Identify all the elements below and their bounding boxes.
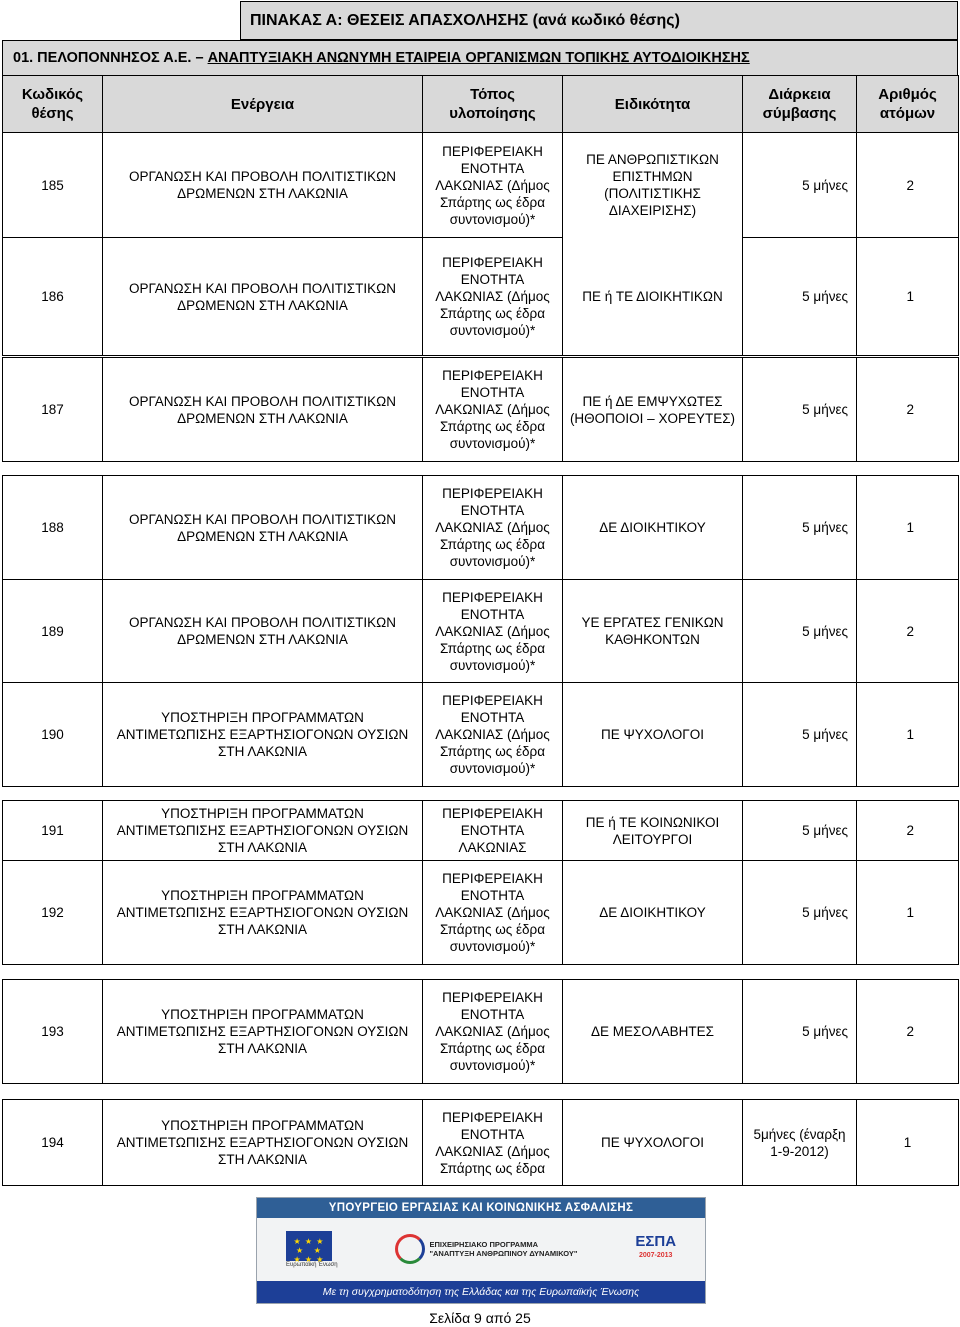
cell-count: 1	[857, 861, 959, 965]
positions-group	[2, 979, 959, 1084]
cell-count: 2	[857, 580, 959, 683]
espa-text: ΕΣΠΑ	[635, 1233, 677, 1250]
cell-duration: 5 μήνες	[743, 476, 857, 580]
table-row	[3, 801, 959, 861]
cell-code: 192	[3, 861, 103, 965]
cofunding-banner	[256, 1197, 706, 1304]
cell-code: 194	[3, 1100, 103, 1186]
cell-count: 2	[857, 801, 959, 861]
cell-code: 188	[3, 476, 103, 580]
table-row	[3, 358, 959, 462]
cell-specialty: ΔΕ ΔΙΟΙΚΗΤΙΚΟΥ	[563, 476, 743, 580]
cell-duration: 5 μήνες	[743, 801, 857, 861]
cell-duration: 5 μήνες	[743, 358, 857, 462]
cell-code: 185	[3, 133, 103, 238]
table-row	[3, 238, 959, 356]
cell-code: 187	[3, 358, 103, 462]
eu-flag-icon: ★ ★ ★ ★ ★ ★ ★ ★	[286, 1231, 332, 1261]
header-action: Ενέργεια	[103, 76, 423, 133]
cell-count: 1	[857, 476, 959, 580]
cell-location: ΠΕΡΙΦΕΡΕΙΑΚΗ ΕΝΟΤΗΤΑ ΛΑΚΩΝΙΑΣ (Δήμος Σπάρτης ως έδρα συντονισμού)*	[423, 476, 563, 580]
cell-specialty: ΠΕ ή ΔΕ ΕΜΨΥΧΩΤΕΣ (ΗΘΟΠΟΙΟΙ – ΧΟΡΕΥΤΕΣ)	[563, 358, 743, 462]
cell-specialty: ΠΕ ΑΝΘΡΩΠΙΣΤΙΚΩΝ ΕΠΙΣΤΗΜΩΝ (ΠΟΛΙΤΙΣΤΙΚΗΣ ΔΙΑΧΕΙΡΙΣΗΣ)	[563, 133, 743, 238]
ministry-title: ΥΠΟΥΡΓΕΙΟ ΕΡΓΑΣΙΑΣ ΚΑΙ ΚΟΙΝΩΝΙΚΗΣ ΑΣΦΑΛΙΣΗΣ	[257, 1198, 705, 1218]
cell-duration: 5 μήνες	[743, 683, 857, 787]
cell-action: ΥΠΟΣΤΗΡΙΞΗ ΠΡΟΓΡΑΜΜΑΤΩΝ ΑΝΤΙΜΕΤΩΠΙΣΗΣ ΕΞΑΡΤΗΣΙΟΓΟΝΩΝ ΟΥΣΙΩΝ ΣΤΗ ΛΑΚΩΝΙΑ	[103, 861, 423, 965]
organization-header	[2, 40, 958, 76]
cell-duration: 5 μήνες	[743, 238, 857, 356]
table-row	[3, 683, 959, 787]
header-count: Αριθμός ατόμων	[857, 76, 959, 133]
cell-action: ΥΠΟΣΤΗΡΙΞΗ ΠΡΟΓΡΑΜΜΑΤΩΝ ΑΝΤΙΜΕΤΩΠΙΣΗΣ ΕΞΑΡΤΗΣΙΟΓΟΝΩΝ ΟΥΣΙΩΝ ΣΤΗ ΛΑΚΩΝΙΑ	[103, 683, 423, 787]
table-row	[3, 1100, 959, 1186]
cofunding-slogan: Με τη συγχρηματοδότηση της Ελλάδας και της Ευρωπαϊκής Ένωσης	[257, 1281, 705, 1303]
cell-code: 191	[3, 801, 103, 861]
table-title	[240, 1, 958, 40]
cell-code: 189	[3, 580, 103, 683]
cell-specialty: ΔΕ ΔΙΟΙΚΗΤΙΚΟΥ	[563, 861, 743, 965]
cell-action: ΟΡΓΑΝΩΣΗ ΚΑΙ ΠΡΟΒΟΛΗ ΠΟΛΙΤΙΣΤΙΚΩΝ ΔΡΩΜΕΝΩΝ ΣΤΗ ΛΑΚΩΝΙΑ	[103, 580, 423, 683]
cell-action: ΟΡΓΑΝΩΣΗ ΚΑΙ ΠΡΟΒΟΛΗ ΠΟΛΙΤΙΣΤΙΚΩΝ ΔΡΩΜΕΝΩΝ ΣΤΗ ΛΑΚΩΝΙΑ	[103, 133, 423, 238]
espa-years: 2007-2013	[638, 1252, 673, 1259]
cell-action: ΟΡΓΑΝΩΣΗ ΚΑΙ ΠΡΟΒΟΛΗ ΠΟΛΙΤΙΣΤΙΚΩΝ ΔΡΩΜΕΝΩΝ ΣΤΗ ΛΑΚΩΝΙΑ	[103, 476, 423, 580]
positions-group	[2, 800, 959, 965]
cell-count: 2	[857, 358, 959, 462]
cell-duration: 5μήνες (έναρξη 1-9-2012)	[743, 1100, 857, 1186]
table-title-text: ΠΙΝΑΚΑΣ Α: ΘΕΣΕΙΣ ΑΠΑΣΧΟΛΗΣΗΣ (ανά κωδικό θέσης)	[250, 11, 680, 29]
table-row	[3, 133, 959, 238]
header-location: Τόπος υλοποίησης	[423, 76, 563, 133]
organization-prefix: 01. ΠΕΛΟΠΟΝΝΗΣΟΣ Α.Ε.	[13, 50, 192, 66]
organization-name: ΑΝΑΠΤΥΞΙΑΚΗ ΑΝΩΝΥΜΗ ΕΤΑΙΡΕΙΑ ΟΡΓΑΝΙΣΜΩΝ ΤΟΠΙΚΗΣ ΑΥΤΟΔΙΟΙΚΗΣΗΣ	[207, 50, 750, 66]
cell-specialty: ΥΕ ΕΡΓΑΤΕΣ ΓΕΝΙΚΩΝ ΚΑΘΗΚΟΝΤΩΝ	[563, 580, 743, 683]
header-code: Κωδικός θέσης	[3, 76, 103, 133]
operational-program-logo	[395, 1234, 577, 1264]
cell-location: ΠΕΡΙΦΕΡΕΙΑΚΗ ΕΝΟΤΗΤΑ ΛΑΚΩΝΙΑΣ (Δήμος Σπάρτης ως έδρα συντονισμού)*	[423, 358, 563, 462]
cell-location: ΠΕΡΙΦΕΡΕΙΑΚΗ ΕΝΟΤΗΤΑ ΛΑΚΩΝΙΑΣ (Δήμος Σπάρτης ως έδρα συντονισμού)*	[423, 980, 563, 1084]
cell-count: 1	[857, 1100, 959, 1186]
positions-group	[2, 1099, 959, 1186]
table-row	[3, 476, 959, 580]
eu-caption: Ευρωπαϊκή Ένωση	[285, 1261, 338, 1268]
program-line-1: ΕΠΙΧΕΙΡΗΣΙΑΚΟ ΠΡΟΓΡΑΜΜΑ	[429, 1240, 538, 1249]
cell-action: ΟΡΓΑΝΩΣΗ ΚΑΙ ΠΡΟΒΟΛΗ ΠΟΛΙΤΙΣΤΙΚΩΝ ΔΡΩΜΕΝΩΝ ΣΤΗ ΛΑΚΩΝΙΑ	[103, 358, 423, 462]
cell-count: 2	[857, 980, 959, 1084]
eu-logo	[286, 1231, 338, 1268]
cell-specialty: ΠΕ ΨΥΧΟΛΟΓΟΙ	[563, 1100, 743, 1186]
espa-logo	[635, 1235, 676, 1263]
cell-code: 186	[3, 238, 103, 356]
cell-duration: 5 μήνες	[743, 861, 857, 965]
program-emblem-icon	[395, 1234, 425, 1264]
cell-location: ΠΕΡΙΦΕΡΕΙΑΚΗ ΕΝΟΤΗΤΑ ΛΑΚΩΝΙΑΣ (Δήμος Σπάρτης ως έδρα συντονισμού)*	[423, 861, 563, 965]
cell-action: ΥΠΟΣΤΗΡΙΞΗ ΠΡΟΓΡΑΜΜΑΤΩΝ ΑΝΤΙΜΕΤΩΠΙΣΗΣ ΕΞΑΡΤΗΣΙΟΓΟΝΩΝ ΟΥΣΙΩΝ ΣΤΗ ΛΑΚΩΝΙΑ	[103, 801, 423, 861]
page-number: Σελίδα 9 από 25	[429, 1310, 531, 1326]
cell-code: 190	[3, 683, 103, 787]
cell-action: ΟΡΓΑΝΩΣΗ ΚΑΙ ΠΡΟΒΟΛΗ ΠΟΛΙΤΙΣΤΙΚΩΝ ΔΡΩΜΕΝΩΝ ΣΤΗ ΛΑΚΩΝΙΑ	[103, 238, 423, 356]
logos-row	[257, 1224, 705, 1274]
table-row	[3, 580, 959, 683]
cell-specialty: ΠΕ ή ΤΕ ΚΟΙΝΩΝΙΚΟΙ ΛΕΙΤΟΥΡΓΟΙ	[563, 801, 743, 861]
cell-location: ΠΕΡΙΦΕΡΕΙΑΚΗ ΕΝΟΤΗΤΑ ΛΑΚΩΝΙΑΣ	[423, 801, 563, 861]
cell-code: 193	[3, 980, 103, 1084]
program-line-2: "ΑΝΑΠΤΥΞΗ ΑΝΘΡΩΠΙΝΟΥ ΔΥΝΑΜΙΚΟΥ"	[429, 1249, 578, 1258]
positions-group	[2, 132, 959, 356]
cell-location: ΠΕΡΙΦΕΡΕΙΑΚΗ ΕΝΟΤΗΤΑ ΛΑΚΩΝΙΑΣ (Δήμος Σπάρτης ως έδρα συντονισμού)*	[423, 580, 563, 683]
cell-location: ΠΕΡΙΦΕΡΕΙΑΚΗ ΕΝΟΤΗΤΑ ΛΑΚΩΝΙΑΣ (Δήμος Σπάρτης ως έδρα συντονισμού)*	[423, 133, 563, 238]
cell-count: 2	[857, 133, 959, 238]
positions-group	[2, 357, 959, 462]
organization-separator: –	[191, 50, 208, 66]
cell-action: ΥΠΟΣΤΗΡΙΞΗ ΠΡΟΓΡΑΜΜΑΤΩΝ ΑΝΤΙΜΕΤΩΠΙΣΗΣ ΕΞΑΡΤΗΣΙΟΓΟΝΩΝ ΟΥΣΙΩΝ ΣΤΗ ΛΑΚΩΝΙΑ	[103, 980, 423, 1084]
cell-count: 1	[857, 683, 959, 787]
cell-specialty: ΠΕ ή ΤΕ ΔΙΟΙΚΗΤΙΚΩΝ	[563, 238, 743, 356]
cell-specialty: ΔΕ ΜΕΣΟΛΑΒΗΤΕΣ	[563, 980, 743, 1084]
cell-action: ΥΠΟΣΤΗΡΙΞΗ ΠΡΟΓΡΑΜΜΑΤΩΝ ΑΝΤΙΜΕΤΩΠΙΣΗΣ ΕΞΑΡΤΗΣΙΟΓΟΝΩΝ ΟΥΣΙΩΝ ΣΤΗ ΛΑΚΩΝΙΑ	[103, 1100, 423, 1186]
header-duration: Διάρκεια σύμβασης	[743, 76, 857, 133]
cell-location: ΠΕΡΙΦΕΡΕΙΑΚΗ ΕΝΟΤΗΤΑ ΛΑΚΩΝΙΑΣ (Δήμος Σπάρτης ως έδρα συντονισμού)*	[423, 683, 563, 787]
positions-table-header	[2, 75, 959, 133]
cell-count: 1	[857, 238, 959, 356]
header-specialty: Ειδικότητα	[563, 76, 743, 133]
cell-duration: 5 μήνες	[743, 580, 857, 683]
cell-duration: 5 μήνες	[743, 980, 857, 1084]
cell-specialty: ΠΕ ΨΥΧΟΛΟΓΟΙ	[563, 683, 743, 787]
table-row	[3, 980, 959, 1084]
cell-location: ΠΕΡΙΦΕΡΕΙΑΚΗ ΕΝΟΤΗΤΑ ΛΑΚΩΝΙΑΣ (Δήμος Σπάρτης ως έδρα συντονισμού)*	[423, 238, 563, 356]
table-row	[3, 861, 959, 965]
positions-group	[2, 475, 959, 787]
cell-location: ΠΕΡΙΦΕΡΕΙΑΚΗ ΕΝΟΤΗΤΑ ΛΑΚΩΝΙΑΣ (Δήμος Σπάρτης ως έδρα	[423, 1100, 563, 1186]
cell-duration: 5 μήνες	[743, 133, 857, 238]
